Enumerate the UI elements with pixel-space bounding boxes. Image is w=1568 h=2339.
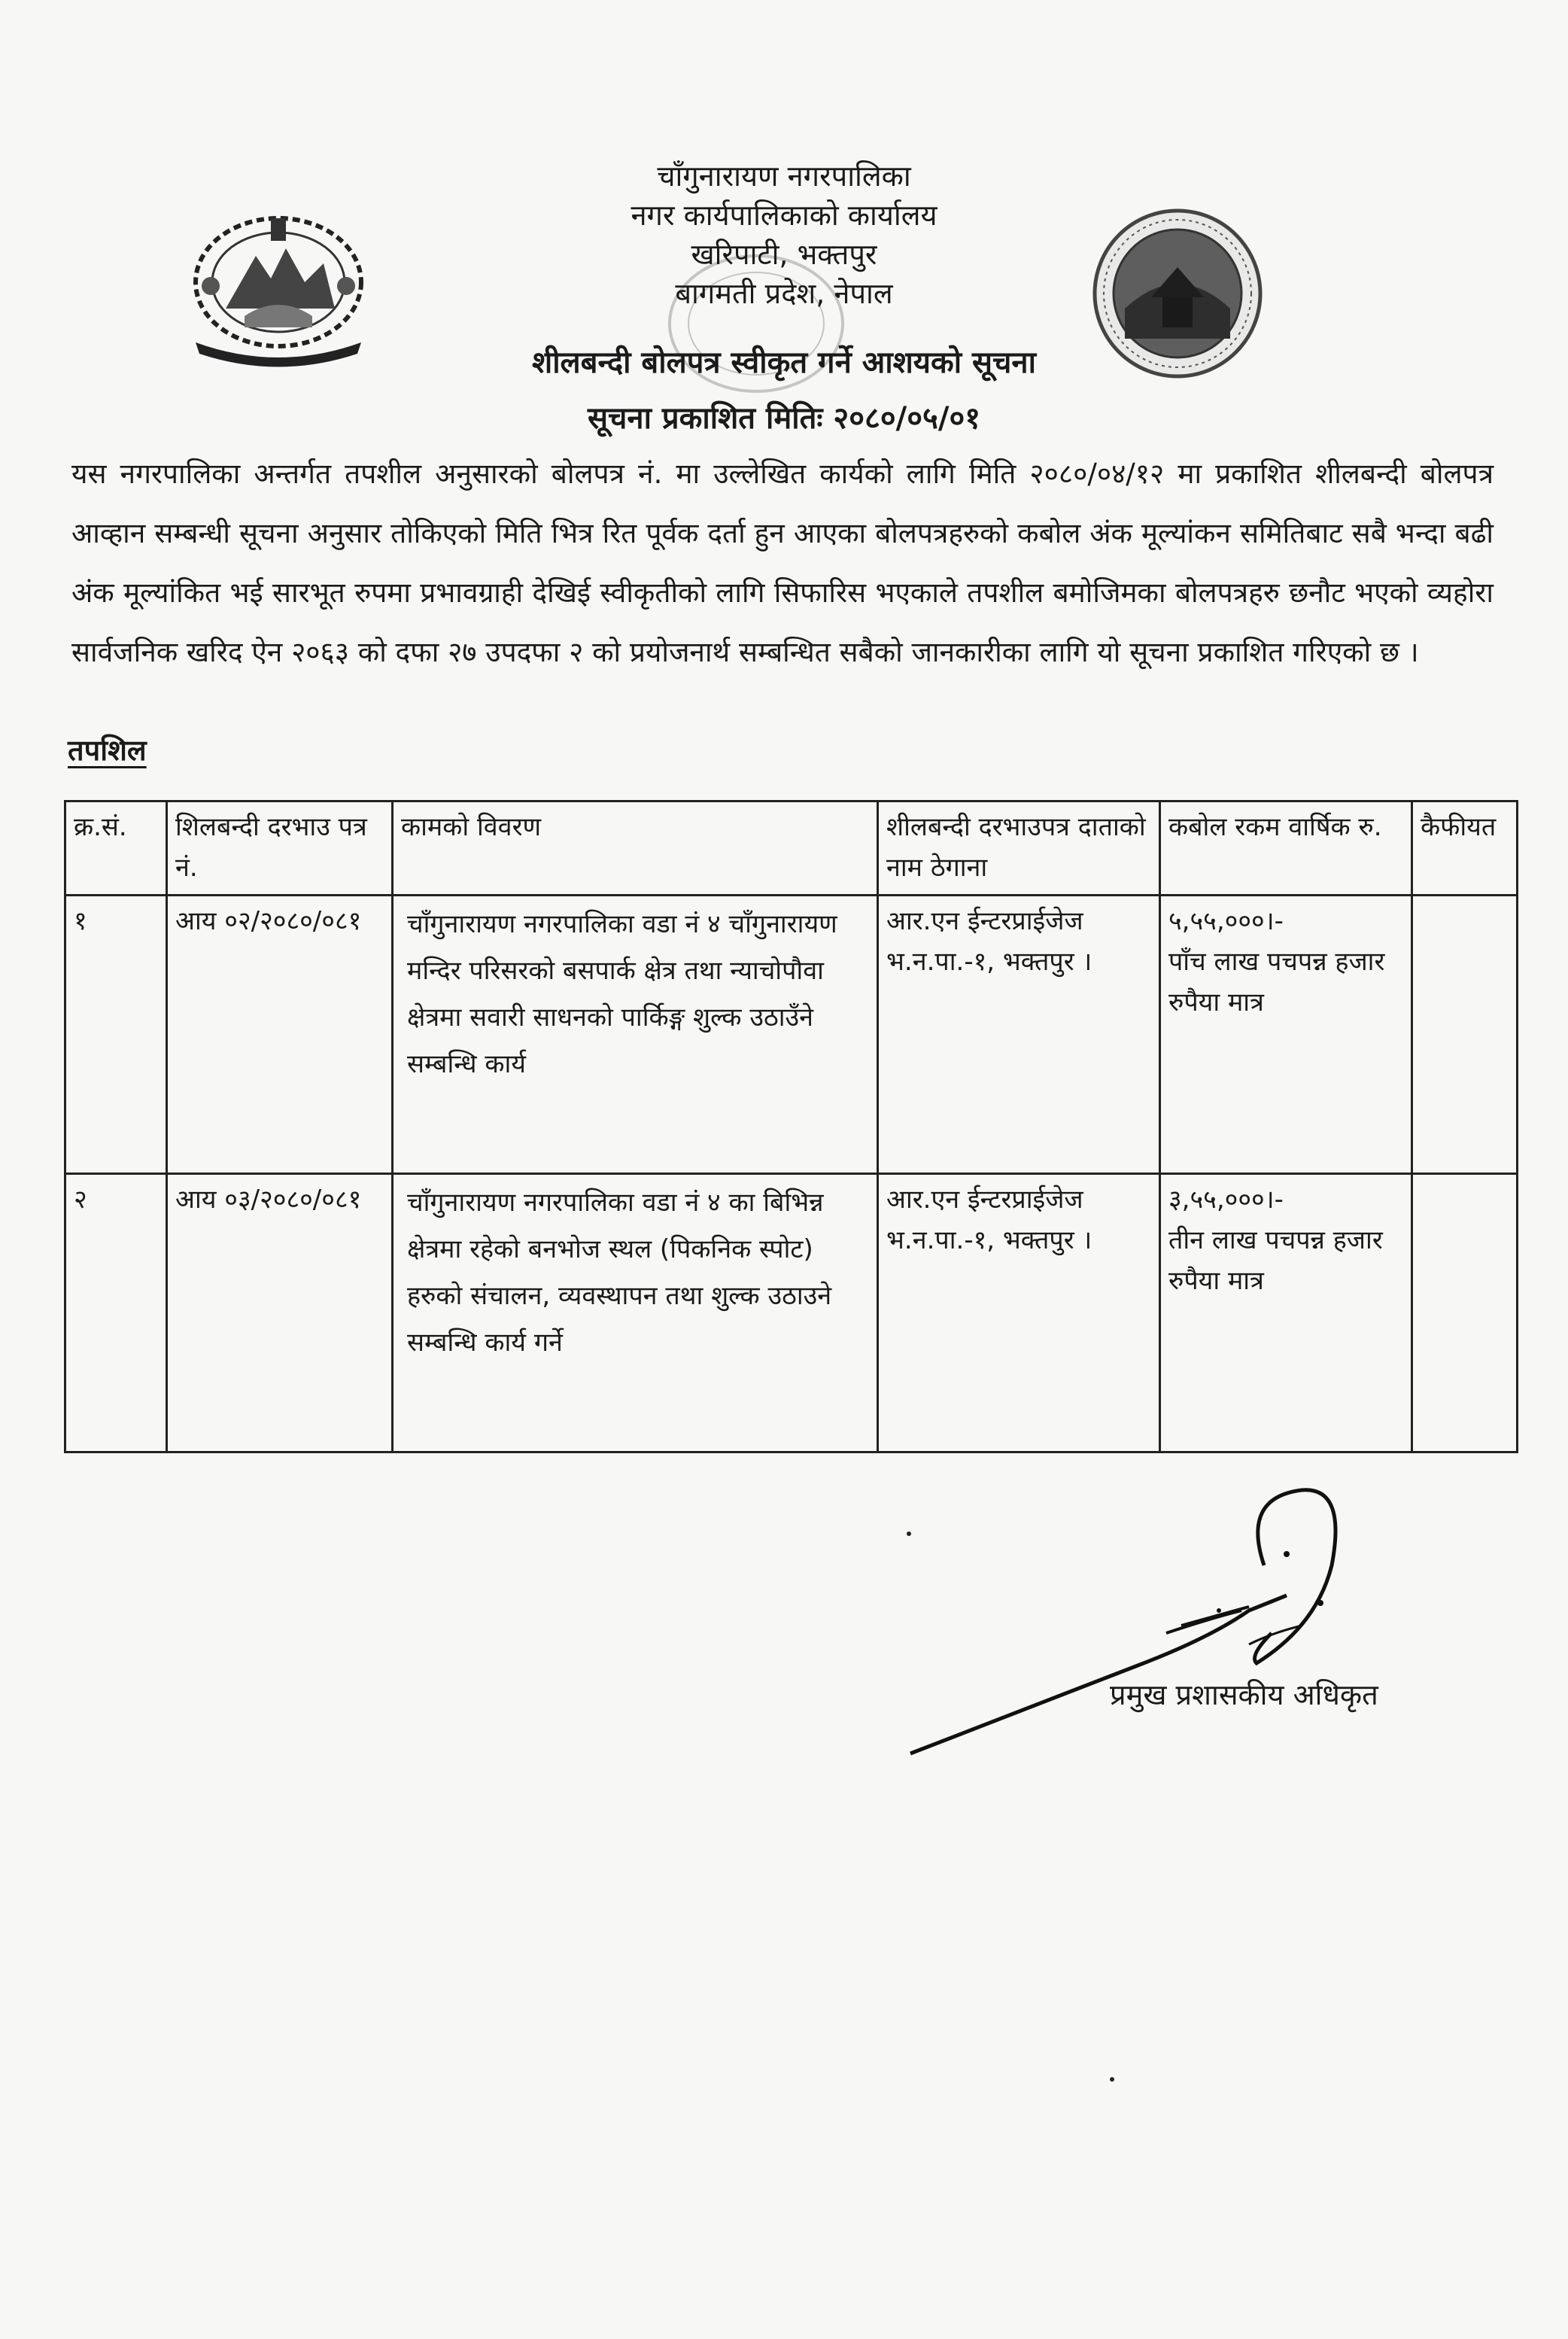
cell-description: चाँगुनारायण नगरपालिका वडा नं ४ चाँगुनारायण मन्दिर परिसरको बसपार्क क्षेत्र तथा न्याचोपौवा क्षेत्रमा सवारी साधनको पार्किङ्ग शुल्क उठाउँने सम्बन्धि कार्य: [393, 896, 878, 1174]
ink-dot-icon: [1110, 2077, 1114, 2082]
cell-bidder: आर.एन ईन्टरप्राईजेज भ.न.पा.-१, भक्तपुर ।: [878, 896, 1160, 1174]
notice-title: शीलबन्दी बोलपत्र स्वीकृत गर्ने आशयको सूचना: [532, 345, 1036, 380]
office-address: खरिपाटी, भक्तपुर: [691, 238, 877, 271]
col-serial: क्र.सं.: [65, 801, 167, 896]
cell-description: चाँगुनारायण नगरपालिका वडा नं ४ का बिभिन्न क्षेत्रमा रहेको बनभोज स्थल (पिकनिक स्पोट) हरुको संचालन, व्यवस्थापन तथा शुल्क उठाउने सम्बन्धि कार्य गर्ने: [393, 1174, 878, 1452]
signatory-designation: प्रमुख प्रशासकीय अधिकृत: [1110, 1678, 1378, 1711]
table-row: [65, 896, 1518, 1174]
cell-amount: [1160, 1174, 1412, 1452]
amount-words: तीन लाख पचपन्न हजार रुपैया मात्र: [1168, 1225, 1383, 1296]
published-date: सूचना प्रकाशित मितिः २०८०/०५/०१: [587, 401, 981, 436]
award-table: [64, 800, 1518, 1453]
ink-dot-icon: [907, 1531, 911, 1536]
province-country: बागमती प्रदेश, नेपाल: [675, 277, 893, 310]
section-label: तपशिल: [68, 734, 147, 767]
col-bidder: शीलबन्दी दरभाउपत्र दाताको नाम ठेगाना: [878, 801, 1160, 896]
amount-figure: ५,५५,०००।-: [1168, 906, 1284, 936]
col-bid-number: शिलबन्दी दरभाउ पत्र नं.: [167, 801, 393, 896]
col-amount: कबोल रकम वार्षिक रु.: [1160, 801, 1412, 896]
cell-serial: १: [65, 896, 167, 1174]
cell-bid-number: आय ०२/२०८०/०८१: [167, 896, 393, 1174]
amount-figure: ३,५५,०००।-: [1168, 1185, 1284, 1215]
cell-bidder: आर.एन ईन्टरप्राईजेज भ.न.पा.-१, भक्तपुर ।: [878, 1174, 1160, 1452]
col-description: कामको विवरण: [393, 801, 878, 896]
notice-paragraph: यस नगरपालिका अन्तर्गत तपशील अनुसारको बोलपत्र नं. मा उल्लेखित कार्यको लागि मिति २०८०/०४/१२ मा प्रकाशित शीलबन्दी बोलपत्र आव्हान सम्बन्धी सूचना अनुसार तोकिएको मिति भित्र रित पूर्वक दर्ता हुन आएका बोलपत्रहरुको कबोल अंक मूल्यांकन समितिबाट सबै भन्दा बढी अंक मूल्यांकित भई सारभूत रुपमा प्रभावग्राही देखिई स्वीकृतीको लागि सिफारिस भएकाले तपशील बमोजिमका बोलपत्रहरु छनौट भएको व्यहोरा सार्वजनिक खरिद ऐन २०६३ को दफा २७ उपदफा २ को प्रयोजनार्थ सम्बन्धित सबैको जानकारीका लागि यो सूचना प्रकाशित गरिएको छ ।: [71, 458, 1494, 668]
table-header-row: [65, 801, 1518, 896]
cell-bid-number: आय ०३/२०८०/०८१: [167, 1174, 393, 1452]
office-name: नगर कार्यपालिकाको कार्यालय: [631, 199, 937, 232]
table-row: [65, 1174, 1518, 1452]
signature-icon: [895, 1475, 1392, 1776]
cell-amount: [1160, 896, 1412, 1174]
cell-remarks: [1412, 1174, 1518, 1452]
cell-remarks: [1412, 896, 1518, 1174]
cell-serial: २: [65, 1174, 167, 1452]
municipality-name: चाँगुनारायण नगरपालिका: [657, 160, 911, 193]
amount-words: पाँच लाख पचपन्न हजार रुपैया मात्र: [1168, 947, 1385, 1017]
col-remarks: कैफीयत: [1412, 801, 1518, 896]
